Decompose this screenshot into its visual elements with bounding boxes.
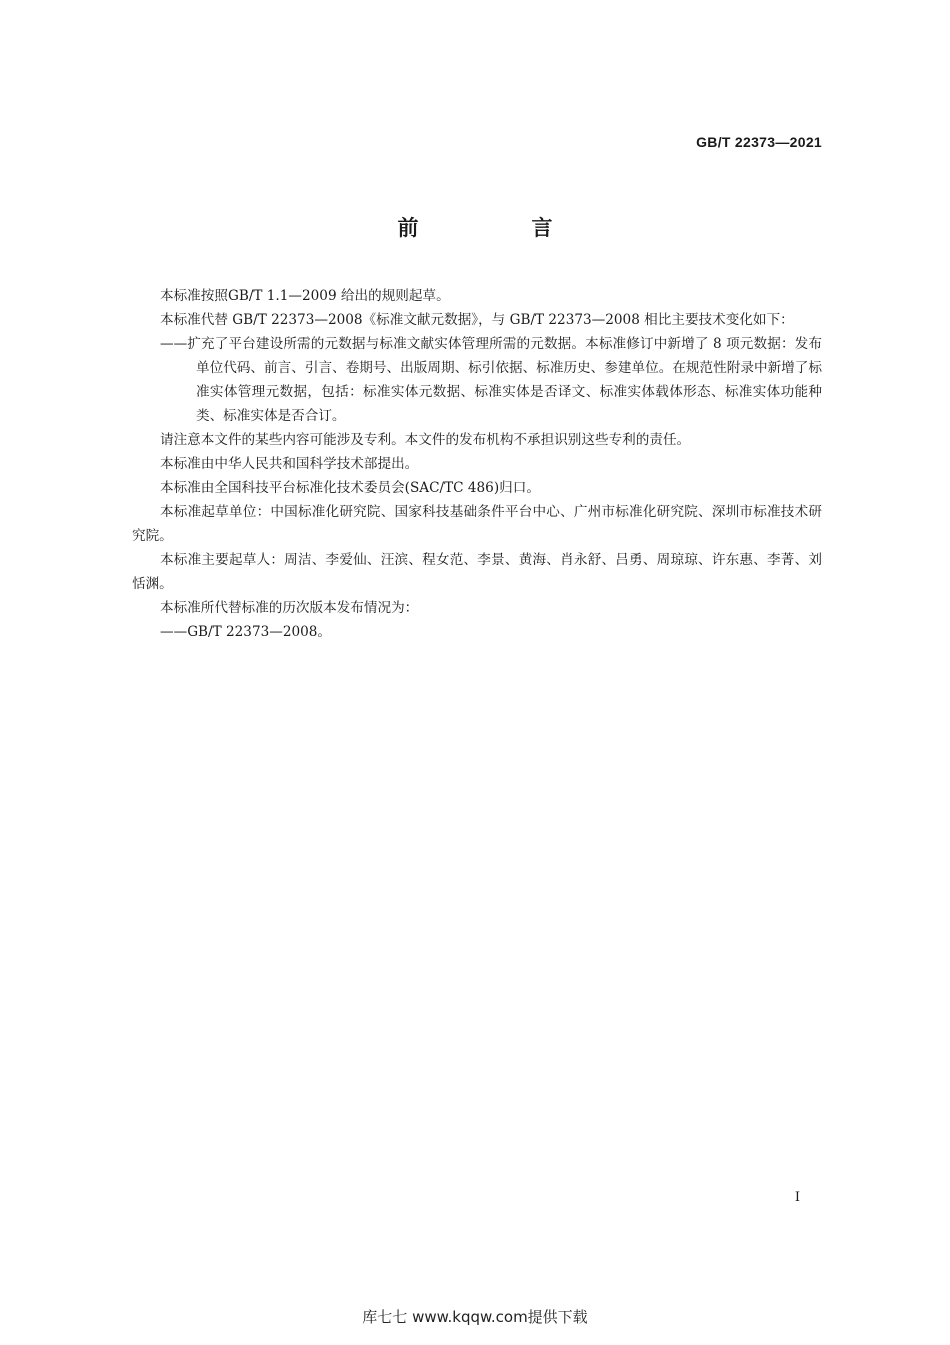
paragraph-previous-editions: 本标准所代替标准的历次版本发布情况为： [160,600,419,616]
page-title: 前 言 [397,216,599,240]
standard-code: GB/T 22373—2021 [696,134,822,150]
list-item-previous-edition: ——GB/T 22373—2008。 [160,624,332,640]
paragraph-drafting-units: 本标准起草单位：中国标准化研究院、国家科技基础条件平台中心、广州市标准化研究院、深圳市标准技术研究院。 [132,504,822,544]
paragraph-replaces: 本标准代替 GB/T 22373—2008《标准文献元数据》，与 GB/T 22373—2008 相比主要技术变化如下： [160,312,794,328]
paragraph-patent-notice: 请注意本文件的某些内容可能涉及专利。本文件的发布机构不承担识别这些专利的责任。 [160,432,691,448]
list-item-changes: ——扩充了平台建设所需的元数据与标准文献实体管理所需的元数据。本标准修订中新增了 8 项元数据：发布单位代码、前言、引言、卷期号、出版周期、标引依据、标准历史、参建单位。在规范性附录中新增了标准实体管理元数据，包括：标准实体元数据、标准实体是否译文、标准实体载体形态、标准实体功能种类、标准实体是否合订。 [160,336,822,424]
document-body [132,284,822,644]
paragraph-proposed-by: 本标准由中华人民共和国科学技术部提出。 [160,456,419,472]
paragraph-drafters: 本标准主要起草人：周洁、李爱仙、汪滨、程女范、李景、黄海、肖永舒、吕勇、周琼琼、许东惠、李菁、刘恬渊。 [132,552,822,592]
paragraph-drafting-rules: 本标准按照GB/T 1.1—2009 给出的规则起草。 [160,288,450,304]
paragraph-administered-by: 本标准由全国科技平台标准化技术委员会(SAC/TC 486)归口。 [160,480,540,496]
page-number: I [794,1190,800,1205]
footer-download-note: 库七七 www.kqqw.com提供下载 [362,1308,588,1326]
